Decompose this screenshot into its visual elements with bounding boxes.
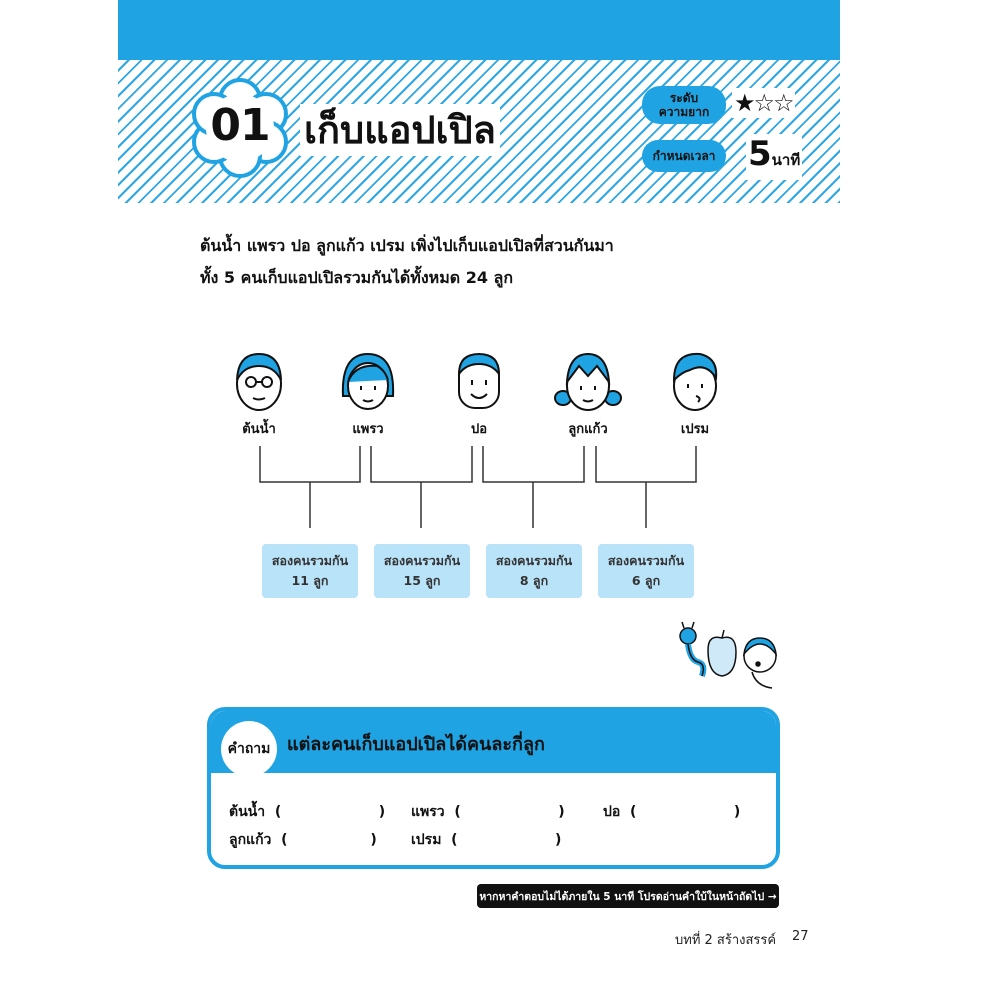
pair-sum-box: [374, 544, 470, 598]
question-text: แต่ละคนเก็บแอปเปิลได้คนละกี่ลูก: [287, 734, 545, 755]
pair-sum-box: [262, 544, 358, 598]
question-box: [207, 707, 780, 869]
intro-line-2: ทั้ง 5 คนเก็บแอปเปิลรวมกันได้ทั้งหมด 24 ลูก: [200, 268, 514, 287]
pair-sum-value: 6 ลูก: [631, 573, 661, 588]
page-number: 27: [792, 929, 809, 944]
pair-sum-label: สองคนรวมกัน: [607, 553, 685, 568]
pair-sum-box: [598, 544, 694, 598]
pair-sum-label: สองคนรวมกัน: [383, 553, 461, 568]
time-value: 5: [748, 134, 772, 174]
apple-worm-illustration-icon: [672, 620, 782, 692]
answer-field[interactable]: แพรว ( ): [411, 804, 565, 820]
pair-sum-label: สองคนรวมกัน: [495, 553, 573, 568]
person-name: ปอ: [470, 422, 488, 437]
answer-field[interactable]: ปอ ( ): [603, 804, 741, 820]
pair-sum-value: 8 ลูก: [519, 573, 549, 588]
question-label: คำถาม: [221, 721, 277, 777]
person-name: ต้นน้ำ: [242, 422, 276, 437]
hint-banner: หากหาคำตอบไม่ได้ภายใน 5 นาที โปรดอ่านคำใบ้ในหน้าถัดไป →: [477, 884, 779, 908]
pair-sum-value: 11 ลูก: [291, 573, 329, 588]
person-name: แพรว: [352, 422, 384, 437]
time-unit: นาที: [771, 151, 801, 169]
answer-field[interactable]: ต้นน้ำ ( ): [229, 804, 386, 820]
problem-number: 01: [210, 100, 270, 151]
pair-sum-value: 15 ลูก: [403, 573, 441, 588]
answer-field[interactable]: ลูกแก้ว ( ): [229, 832, 377, 848]
chapter-footer: บทที่ 2 สร้างสรรค์: [675, 933, 777, 948]
page-title: เก็บแอปเปิล: [300, 104, 500, 156]
question-header: [211, 711, 776, 773]
pair-sum-label: สองคนรวมกัน: [271, 553, 349, 568]
level-label-text: ระดับ ความยาก: [658, 91, 710, 119]
difficulty-stars: ★☆☆: [734, 89, 793, 117]
time-label: กำหนดเวลา: [642, 140, 726, 172]
answer-field[interactable]: เปรม ( ): [411, 832, 562, 848]
pair-sum-box: [486, 544, 582, 598]
intro-line-1: ต้นน้ำ แพรว ปอ ลูกแก้ว เปรม เพิ่งไปเก็บแอปเปิลที่สวนกันมา: [200, 236, 614, 255]
person-name: ลูกแก้ว: [568, 422, 608, 437]
person-name: เปรม: [680, 422, 710, 437]
